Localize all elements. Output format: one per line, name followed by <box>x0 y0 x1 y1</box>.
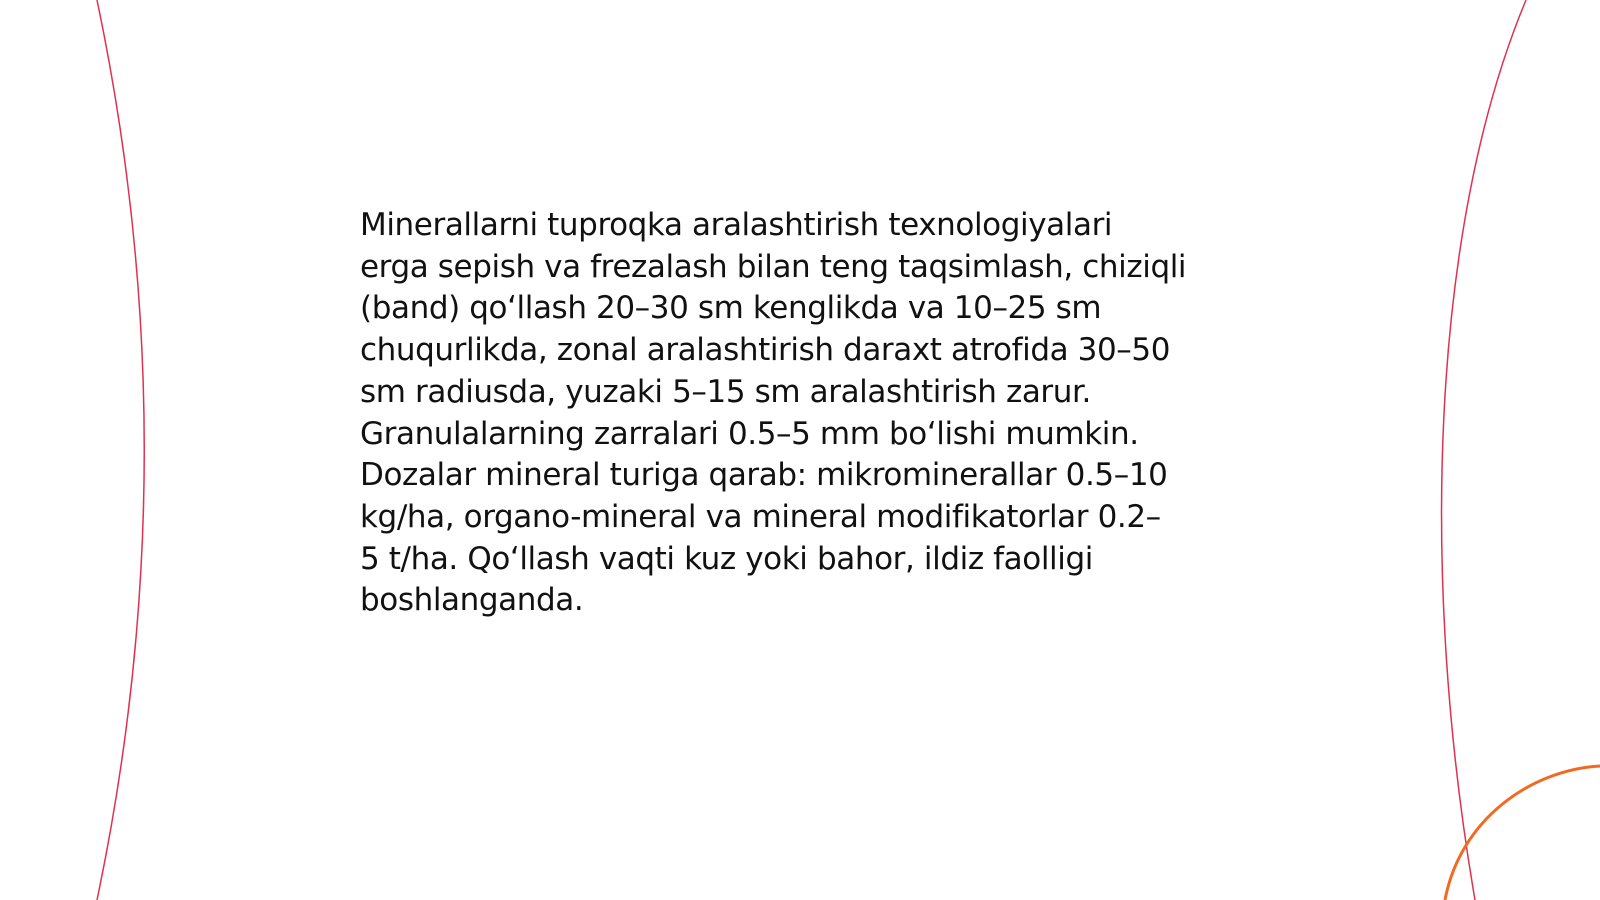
left-frame-curve <box>97 0 144 900</box>
body-line: sm radiusda, yuzaki 5–15 sm aralashtirish zarur. <box>360 373 1091 410</box>
body-text <box>360 205 1260 622</box>
body-line: boshlanganda. <box>360 582 584 619</box>
right-frame-curve <box>1442 0 1526 900</box>
body-line: Dozalar mineral turiga qarab: mikrominerallar 0.5–10 <box>360 457 1168 494</box>
body-line: 5 t/ha. Qo‘llash vaqti kuz yoki bahor, ildiz faolligi <box>360 540 1093 577</box>
body-line: Minerallarni tuproqka aralashtirish texnologiyalari <box>360 207 1113 243</box>
body-line: erga sepish va frezalash bilan teng taqsimlash, chiziqli <box>360 248 1187 285</box>
body-line: kg/ha, organo-mineral va mineral modifikatorlar 0.2– <box>360 498 1161 535</box>
orange-accent-arc <box>1445 766 1600 900</box>
body-line: Granulalarning zarralari 0.5–5 mm bo‘lishi mumkin. <box>360 415 1139 452</box>
body-line: (band) qo‘llash 20–30 sm kenglikda va 10–25 sm <box>360 290 1102 327</box>
body-line: chuqurlikda, zonal aralashtirish daraxt atrofida 30–50 <box>360 332 1171 369</box>
